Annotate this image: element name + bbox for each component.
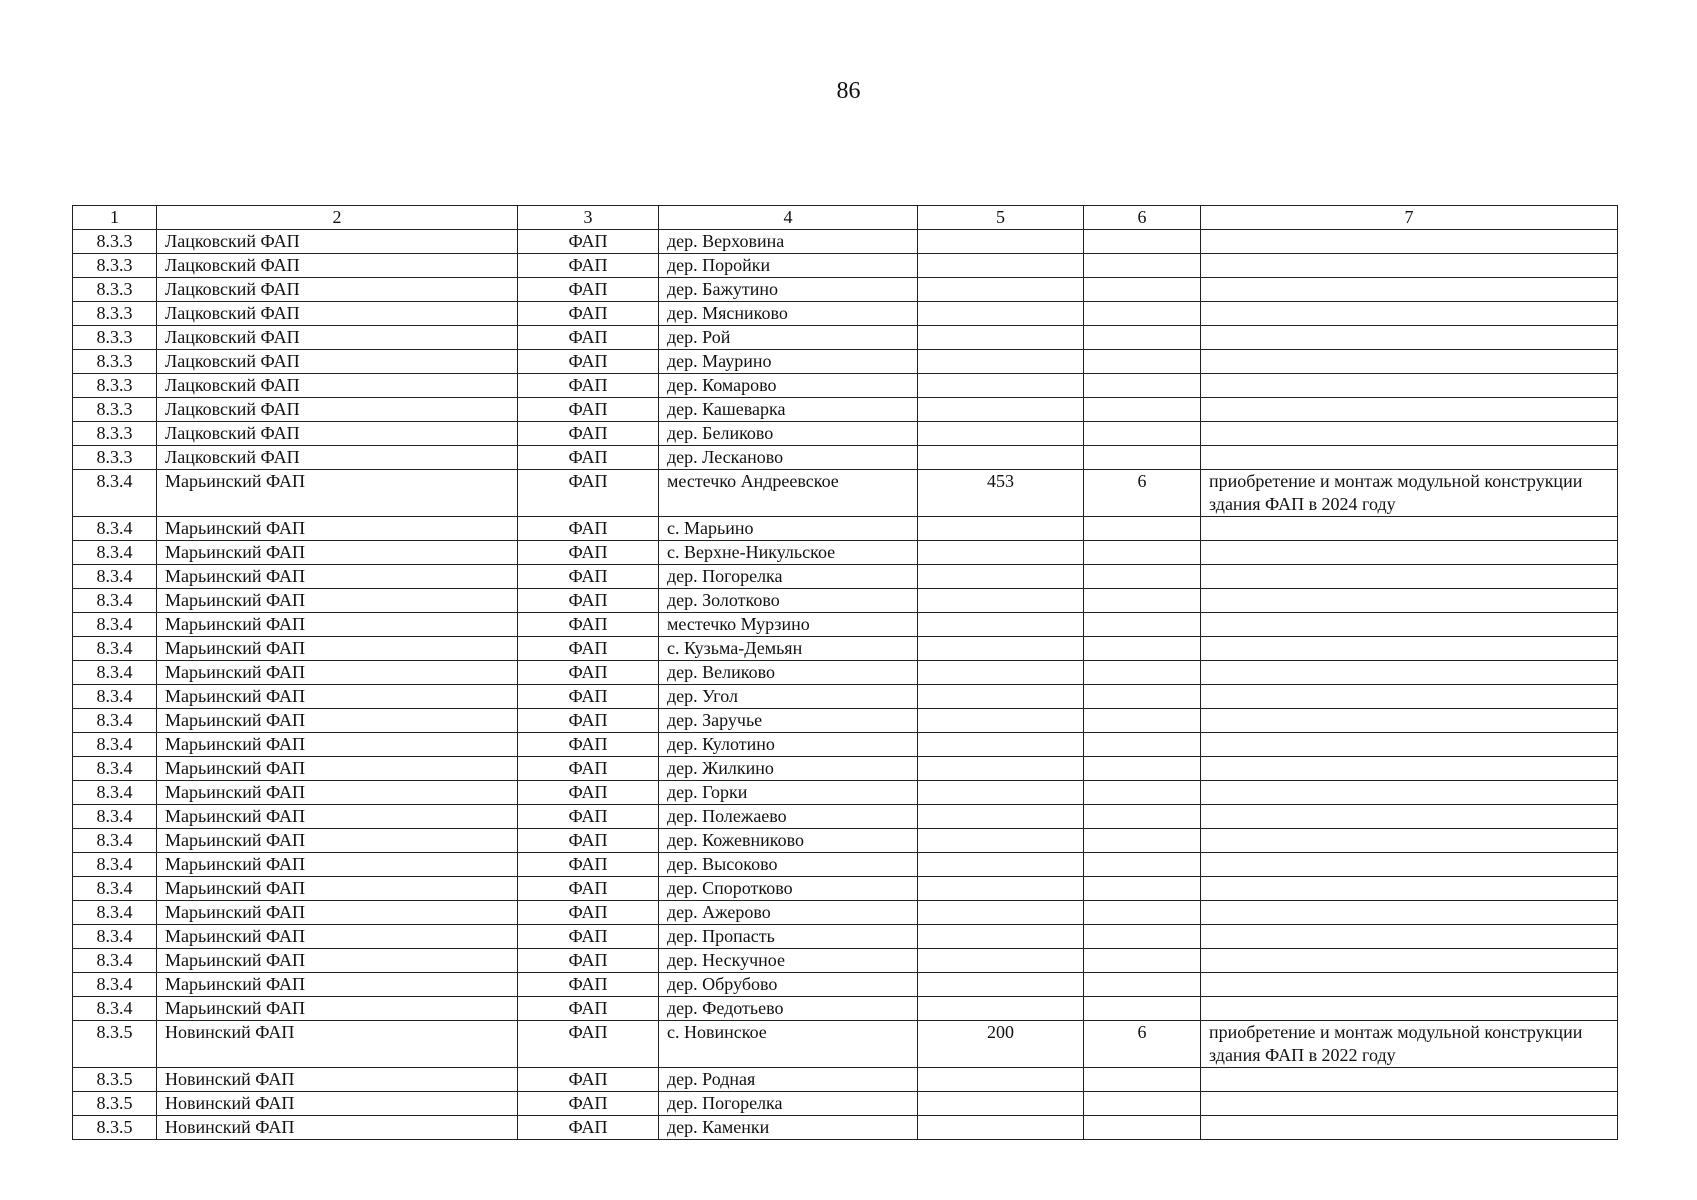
cell-note — [1201, 517, 1618, 541]
cell-population — [918, 254, 1084, 278]
cell-note: приобретение и монтаж модульной конструкции здания ФАП в 2022 году — [1201, 1021, 1618, 1068]
cell-type: ФАП — [518, 230, 659, 254]
table-row — [73, 374, 1618, 398]
cell-settlement: дер. Пропасть — [659, 925, 918, 949]
cell-note — [1201, 637, 1618, 661]
cell-facility-name: Лацковский ФАП — [157, 398, 518, 422]
cell-number: 8.3.3 — [73, 446, 157, 470]
table-row — [73, 565, 1618, 589]
cell-type: ФАП — [518, 422, 659, 446]
cell-note — [1201, 326, 1618, 350]
cell-type: ФАП — [518, 613, 659, 637]
table-row — [73, 350, 1618, 374]
cell-number: 8.3.5 — [73, 1092, 157, 1116]
cell-population — [918, 350, 1084, 374]
cell-settlement: с. Марьино — [659, 517, 918, 541]
cell-note — [1201, 1068, 1618, 1092]
cell-population — [918, 1116, 1084, 1140]
cell-type: ФАП — [518, 973, 659, 997]
cell-population — [918, 805, 1084, 829]
cell-note: приобретение и монтаж модульной конструкции здания ФАП в 2024 году — [1201, 470, 1618, 517]
cell-note — [1201, 613, 1618, 637]
cell-facility-name: Марьинский ФАП — [157, 829, 518, 853]
cell-population — [918, 733, 1084, 757]
table-row — [73, 517, 1618, 541]
cell-note — [1201, 997, 1618, 1021]
cell-number: 8.3.3 — [73, 326, 157, 350]
cell-facility-name: Марьинский ФАП — [157, 757, 518, 781]
cell-type: ФАП — [518, 1068, 659, 1092]
cell-number: 8.3.3 — [73, 278, 157, 302]
cell-population — [918, 422, 1084, 446]
cell-note — [1201, 733, 1618, 757]
cell-facility-name: Марьинский ФАП — [157, 781, 518, 805]
cell-note — [1201, 949, 1618, 973]
cell-distance: 6 — [1084, 1021, 1201, 1068]
page-number: 86 — [836, 78, 861, 104]
cell-number: 8.3.4 — [73, 470, 157, 517]
cell-distance — [1084, 1116, 1201, 1140]
cell-note — [1201, 805, 1618, 829]
cell-settlement: местечко Мурзино — [659, 613, 918, 637]
cell-facility-name: Лацковский ФАП — [157, 278, 518, 302]
cell-distance — [1084, 326, 1201, 350]
cell-population — [918, 278, 1084, 302]
cell-settlement: дер. Нескучное — [659, 949, 918, 973]
table-row — [73, 422, 1618, 446]
cell-settlement: дер. Жилкино — [659, 757, 918, 781]
cell-number: 8.3.4 — [73, 589, 157, 613]
cell-distance — [1084, 1068, 1201, 1092]
cell-population — [918, 661, 1084, 685]
table-row — [73, 613, 1618, 637]
cell-type: ФАП — [518, 637, 659, 661]
table-row — [73, 661, 1618, 685]
cell-type: ФАП — [518, 446, 659, 470]
cell-distance — [1084, 853, 1201, 877]
cell-number: 8.3.3 — [73, 422, 157, 446]
column-header: 7 — [1201, 206, 1618, 230]
cell-population — [918, 565, 1084, 589]
column-header: 6 — [1084, 206, 1201, 230]
cell-distance: 6 — [1084, 470, 1201, 517]
cell-facility-name: Марьинский ФАП — [157, 589, 518, 613]
table-row — [73, 302, 1618, 326]
cell-facility-name: Лацковский ФАП — [157, 302, 518, 326]
cell-type: ФАП — [518, 733, 659, 757]
cell-facility-name: Марьинский ФАП — [157, 949, 518, 973]
table-row — [73, 398, 1618, 422]
cell-type: ФАП — [518, 709, 659, 733]
cell-note — [1201, 877, 1618, 901]
cell-facility-name: Марьинский ФАП — [157, 997, 518, 1021]
cell-facility-name: Марьинский ФАП — [157, 613, 518, 637]
cell-number: 8.3.4 — [73, 685, 157, 709]
cell-facility-name: Марьинский ФАП — [157, 805, 518, 829]
cell-population — [918, 541, 1084, 565]
cell-population — [918, 302, 1084, 326]
cell-population: 200 — [918, 1021, 1084, 1068]
cell-type: ФАП — [518, 589, 659, 613]
cell-note — [1201, 565, 1618, 589]
cell-distance — [1084, 422, 1201, 446]
cell-settlement: дер. Мясниково — [659, 302, 918, 326]
cell-distance — [1084, 901, 1201, 925]
cell-note — [1201, 781, 1618, 805]
cell-facility-name: Новинский ФАП — [157, 1068, 518, 1092]
cell-type: ФАП — [518, 326, 659, 350]
cell-settlement: дер. Рой — [659, 326, 918, 350]
table-row — [73, 805, 1618, 829]
cell-distance — [1084, 374, 1201, 398]
table-row — [73, 589, 1618, 613]
cell-settlement: дер. Угол — [659, 685, 918, 709]
cell-distance — [1084, 733, 1201, 757]
cell-facility-name: Марьинский ФАП — [157, 853, 518, 877]
cell-population — [918, 589, 1084, 613]
cell-distance — [1084, 589, 1201, 613]
cell-settlement: местечко Андреевское — [659, 470, 918, 517]
cell-number: 8.3.4 — [73, 877, 157, 901]
cell-settlement: дер. Золотково — [659, 589, 918, 613]
cell-settlement: с. Новинское — [659, 1021, 918, 1068]
cell-distance — [1084, 541, 1201, 565]
cell-facility-name: Марьинский ФАП — [157, 925, 518, 949]
cell-population — [918, 446, 1084, 470]
cell-settlement: дер. Поройки — [659, 254, 918, 278]
cell-settlement: дер. Беликово — [659, 422, 918, 446]
cell-population — [918, 949, 1084, 973]
table-body — [73, 230, 1618, 1140]
cell-facility-name: Марьинский ФАП — [157, 733, 518, 757]
cell-type: ФАП — [518, 517, 659, 541]
cell-note — [1201, 541, 1618, 565]
cell-distance — [1084, 637, 1201, 661]
cell-note — [1201, 230, 1618, 254]
cell-facility-name: Марьинский ФАП — [157, 709, 518, 733]
cell-number: 8.3.4 — [73, 613, 157, 637]
cell-facility-name: Лацковский ФАП — [157, 254, 518, 278]
cell-number: 8.3.4 — [73, 565, 157, 589]
cell-type: ФАП — [518, 781, 659, 805]
cell-settlement: с. Кузьма-Демьян — [659, 637, 918, 661]
cell-number: 8.3.4 — [73, 949, 157, 973]
table-row — [73, 470, 1618, 517]
cell-distance — [1084, 877, 1201, 901]
table-row — [73, 685, 1618, 709]
table-row — [73, 757, 1618, 781]
cell-facility-name: Марьинский ФАП — [157, 661, 518, 685]
cell-number: 8.3.5 — [73, 1068, 157, 1092]
cell-note — [1201, 757, 1618, 781]
cell-facility-name: Марьинский ФАП — [157, 685, 518, 709]
table-row — [73, 1021, 1618, 1068]
cell-note — [1201, 302, 1618, 326]
cell-settlement: с. Верхне-Никульское — [659, 541, 918, 565]
cell-facility-name: Марьинский ФАП — [157, 541, 518, 565]
cell-type: ФАП — [518, 925, 659, 949]
cell-note — [1201, 829, 1618, 853]
cell-type: ФАП — [518, 565, 659, 589]
cell-number: 8.3.5 — [73, 1021, 157, 1068]
cell-settlement: дер. Кожевниково — [659, 829, 918, 853]
column-header: 5 — [918, 206, 1084, 230]
cell-distance — [1084, 949, 1201, 973]
cell-population — [918, 877, 1084, 901]
cell-note — [1201, 446, 1618, 470]
cell-type: ФАП — [518, 877, 659, 901]
cell-distance — [1084, 829, 1201, 853]
table-row — [73, 446, 1618, 470]
cell-population: 453 — [918, 470, 1084, 517]
cell-type: ФАП — [518, 853, 659, 877]
cell-population — [918, 374, 1084, 398]
cell-population — [918, 901, 1084, 925]
cell-distance — [1084, 446, 1201, 470]
cell-facility-name: Марьинский ФАП — [157, 877, 518, 901]
cell-note — [1201, 709, 1618, 733]
table-row — [73, 254, 1618, 278]
cell-type: ФАП — [518, 901, 659, 925]
cell-distance — [1084, 398, 1201, 422]
cell-settlement: дер. Погорелка — [659, 565, 918, 589]
cell-note — [1201, 589, 1618, 613]
cell-settlement: дер. Полежаево — [659, 805, 918, 829]
cell-number: 8.3.3 — [73, 350, 157, 374]
header-row — [73, 206, 1618, 230]
cell-type: ФАП — [518, 254, 659, 278]
cell-population — [918, 973, 1084, 997]
cell-population — [918, 853, 1084, 877]
cell-population — [918, 230, 1084, 254]
table-row — [73, 877, 1618, 901]
cell-facility-name: Марьинский ФАП — [157, 637, 518, 661]
cell-type: ФАП — [518, 757, 659, 781]
cell-facility-name: Марьинский ФАП — [157, 901, 518, 925]
cell-note — [1201, 374, 1618, 398]
cell-settlement: дер. Лесканово — [659, 446, 918, 470]
cell-population — [918, 757, 1084, 781]
cell-distance — [1084, 302, 1201, 326]
cell-population — [918, 613, 1084, 637]
cell-settlement: дер. Верховина — [659, 230, 918, 254]
cell-type: ФАП — [518, 805, 659, 829]
cell-type: ФАП — [518, 1116, 659, 1140]
cell-population — [918, 685, 1084, 709]
cell-facility-name: Лацковский ФАП — [157, 326, 518, 350]
cell-number: 8.3.4 — [73, 637, 157, 661]
table-row — [73, 973, 1618, 997]
cell-settlement: дер. Каменки — [659, 1116, 918, 1140]
cell-distance — [1084, 973, 1201, 997]
cell-number: 8.3.4 — [73, 781, 157, 805]
table-row — [73, 326, 1618, 350]
cell-number: 8.3.4 — [73, 517, 157, 541]
cell-settlement: дер. Комарово — [659, 374, 918, 398]
cell-type: ФАП — [518, 661, 659, 685]
cell-number: 8.3.5 — [73, 1116, 157, 1140]
cell-population — [918, 398, 1084, 422]
cell-note — [1201, 398, 1618, 422]
column-header: 2 — [157, 206, 518, 230]
cell-note — [1201, 973, 1618, 997]
cell-distance — [1084, 709, 1201, 733]
column-header: 4 — [659, 206, 918, 230]
cell-note — [1201, 254, 1618, 278]
cell-note — [1201, 853, 1618, 877]
cell-note — [1201, 278, 1618, 302]
cell-population — [918, 997, 1084, 1021]
cell-settlement: дер. Кашеварка — [659, 398, 918, 422]
cell-settlement: дер. Обрубово — [659, 973, 918, 997]
cell-settlement: дер. Федотьево — [659, 997, 918, 1021]
table-row — [73, 781, 1618, 805]
cell-number: 8.3.3 — [73, 374, 157, 398]
cell-settlement: дер. Высоково — [659, 853, 918, 877]
cell-number: 8.3.4 — [73, 733, 157, 757]
cell-type: ФАП — [518, 350, 659, 374]
cell-distance — [1084, 757, 1201, 781]
table-row — [73, 733, 1618, 757]
cell-settlement: дер. Погорелка — [659, 1092, 918, 1116]
cell-type: ФАП — [518, 1092, 659, 1116]
cell-distance — [1084, 1092, 1201, 1116]
cell-number: 8.3.3 — [73, 230, 157, 254]
cell-note — [1201, 1116, 1618, 1140]
cell-facility-name: Новинский ФАП — [157, 1092, 518, 1116]
cell-type: ФАП — [518, 685, 659, 709]
cell-type: ФАП — [518, 949, 659, 973]
table-row — [73, 1116, 1618, 1140]
cell-number: 8.3.4 — [73, 541, 157, 565]
cell-type: ФАП — [518, 997, 659, 1021]
cell-distance — [1084, 613, 1201, 637]
table-row — [73, 637, 1618, 661]
cell-facility-name: Лацковский ФАП — [157, 422, 518, 446]
cell-facility-name: Лацковский ФАП — [157, 350, 518, 374]
cell-facility-name: Новинский ФАП — [157, 1021, 518, 1068]
cell-type: ФАП — [518, 1021, 659, 1068]
cell-note — [1201, 350, 1618, 374]
table-row — [73, 853, 1618, 877]
cell-note — [1201, 685, 1618, 709]
cell-distance — [1084, 661, 1201, 685]
cell-distance — [1084, 278, 1201, 302]
cell-distance — [1084, 685, 1201, 709]
cell-number: 8.3.4 — [73, 805, 157, 829]
cell-settlement: дер. Бажутино — [659, 278, 918, 302]
cell-settlement: дер. Кулотино — [659, 733, 918, 757]
cell-number: 8.3.3 — [73, 302, 157, 326]
cell-settlement: дер. Маурино — [659, 350, 918, 374]
table-row — [73, 949, 1618, 973]
cell-population — [918, 925, 1084, 949]
table-row — [73, 1068, 1618, 1092]
cell-number: 8.3.4 — [73, 997, 157, 1021]
cell-settlement: дер. Горки — [659, 781, 918, 805]
table-row — [73, 925, 1618, 949]
table-row — [73, 230, 1618, 254]
cell-facility-name: Марьинский ФАП — [157, 517, 518, 541]
cell-number: 8.3.3 — [73, 254, 157, 278]
table-row — [73, 709, 1618, 733]
cell-number: 8.3.4 — [73, 661, 157, 685]
cell-facility-name: Марьинский ФАП — [157, 565, 518, 589]
facility-table — [72, 205, 1618, 1140]
cell-facility-name: Лацковский ФАП — [157, 230, 518, 254]
cell-population — [918, 326, 1084, 350]
cell-number: 8.3.4 — [73, 709, 157, 733]
cell-distance — [1084, 517, 1201, 541]
column-header: 3 — [518, 206, 659, 230]
cell-note — [1201, 925, 1618, 949]
table-row — [73, 1092, 1618, 1116]
cell-distance — [1084, 565, 1201, 589]
table-row — [73, 901, 1618, 925]
cell-population — [918, 637, 1084, 661]
cell-number: 8.3.4 — [73, 901, 157, 925]
cell-settlement: дер. Родная — [659, 1068, 918, 1092]
cell-note — [1201, 422, 1618, 446]
table-row — [73, 541, 1618, 565]
cell-distance — [1084, 781, 1201, 805]
cell-population — [918, 709, 1084, 733]
cell-distance — [1084, 805, 1201, 829]
column-header: 1 — [73, 206, 157, 230]
table-row — [73, 278, 1618, 302]
cell-type: ФАП — [518, 302, 659, 326]
cell-number: 8.3.4 — [73, 829, 157, 853]
cell-population — [918, 829, 1084, 853]
cell-distance — [1084, 925, 1201, 949]
cell-note — [1201, 901, 1618, 925]
cell-distance — [1084, 230, 1201, 254]
cell-settlement: дер. Заручье — [659, 709, 918, 733]
cell-population — [918, 1068, 1084, 1092]
cell-population — [918, 1092, 1084, 1116]
cell-type: ФАП — [518, 278, 659, 302]
cell-number: 8.3.3 — [73, 398, 157, 422]
cell-type: ФАП — [518, 829, 659, 853]
cell-note — [1201, 661, 1618, 685]
cell-settlement: дер. Споротково — [659, 877, 918, 901]
cell-facility-name: Марьинский ФАП — [157, 973, 518, 997]
cell-type: ФАП — [518, 541, 659, 565]
cell-note — [1201, 1092, 1618, 1116]
cell-type: ФАП — [518, 398, 659, 422]
cell-number: 8.3.4 — [73, 853, 157, 877]
cell-settlement: дер. Великово — [659, 661, 918, 685]
cell-number: 8.3.4 — [73, 757, 157, 781]
cell-facility-name: Новинский ФАП — [157, 1116, 518, 1140]
table-row — [73, 997, 1618, 1021]
cell-settlement: дер. Ажерово — [659, 901, 918, 925]
cell-facility-name: Лацковский ФАП — [157, 374, 518, 398]
table-row — [73, 829, 1618, 853]
cell-facility-name: Марьинский ФАП — [157, 470, 518, 517]
cell-type: ФАП — [518, 374, 659, 398]
cell-distance — [1084, 997, 1201, 1021]
cell-population — [918, 781, 1084, 805]
cell-population — [918, 517, 1084, 541]
cell-distance — [1084, 254, 1201, 278]
cell-number: 8.3.4 — [73, 925, 157, 949]
cell-type: ФАП — [518, 470, 659, 517]
cell-facility-name: Лацковский ФАП — [157, 446, 518, 470]
cell-number: 8.3.4 — [73, 973, 157, 997]
cell-distance — [1084, 350, 1201, 374]
